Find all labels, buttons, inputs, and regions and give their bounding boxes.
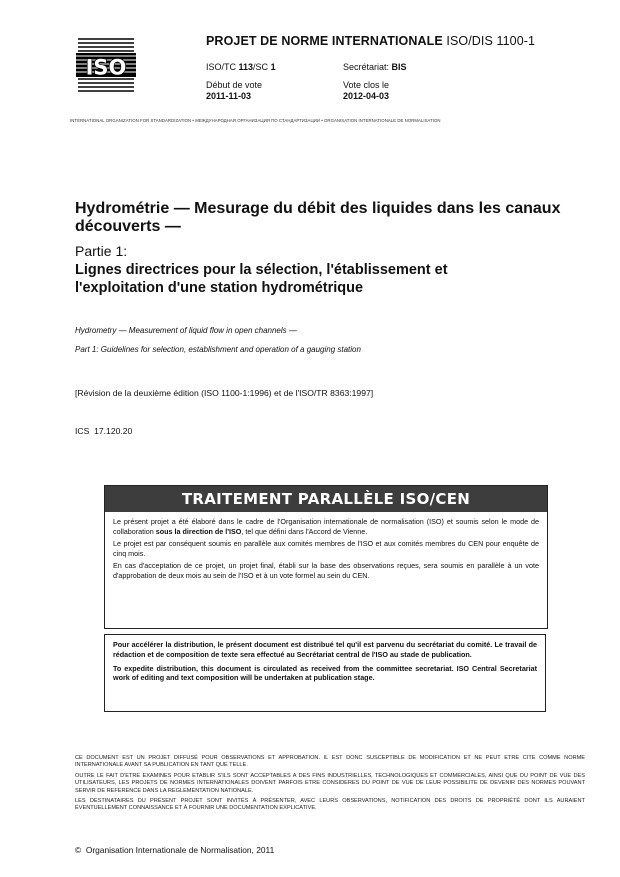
part-title-line-2: l'exploitation d'une station hydrométrique [75, 280, 364, 296]
disclaimer-paragraph-3: LES DESTINATAIRES DU PRÉSENT PROJET SONT INVITÉS À PRÉSENTER, AVEC LEURS OBSERVATIONS, NOTIFICATION DES DROITS DE PROPRIÉTÉ DONT ILS AURAIENT ÉVENTUELLEMENT CONNAISSANCE ET À FOURNIR UNE DOCUMENTATION EXPLICATIVE. [75, 798, 585, 812]
vote-end-date: 2012-04-03 [343, 91, 390, 101]
disclaimer-paragraph-2: OUTRE LE FAIT D'ETRE EXAMINES POUR ETABLIR S'ILS SONT ACCEPTABLES A DES FINS INDUSTRIELLES, TECHNOLOGIQUES ET COMMERCIALES, AINSI QUE DU POINT DE VUE DES UTILISATEURS, LES PROJETS DE NORMES INTERNATIONALES DOIVENT PARFOIS ETRE CONSIDERES DU POINT DE VUE DE LEUR POSSIBILITE DE DEVENIR DES NORMES POUVANT SERVIR DE REFERENCE DANS LA REGLEMENTATION NATIONALE. [75, 772, 585, 794]
distribution-notice-en: To expedite distribution, this document is circulated as received from the committee secretariat. ISO Central Secretariat work of editing and text composition will be undertaken at publication stage. [113, 663, 537, 683]
vote-end-label: Vote clos le [343, 80, 390, 90]
parallel-processing-box [104, 485, 548, 629]
main-title [75, 200, 595, 236]
committee-prefix: ISO/TC [206, 62, 239, 72]
part-title-line-1: Lignes directrices pour la sélection, l'établissement et [75, 262, 448, 278]
english-part-title: Part 1: Guidelines for selection, establishment and operation of a gauging station [75, 345, 361, 354]
vote-start [206, 80, 262, 102]
distribution-notice-fr: Pour accélérer la distribution, le présent document est distribué tel qu'il est parvenu du secrétariat du comité. Le travail de rédaction et de composition de texte sera effectué au Secrétariat central de l'ISO au stade de publication. [113, 640, 537, 659]
parallel-processing-body [105, 512, 547, 581]
distribution-notice-box [104, 634, 546, 712]
document-status-title [206, 34, 535, 48]
copyright-notice [75, 845, 274, 855]
secretariat-label: Secrétariat: [343, 62, 392, 72]
copyright-icon: © [75, 845, 82, 855]
document-reference: ISO/DIS 1100-1 [446, 34, 536, 48]
iso-logo-text: ISO [85, 55, 127, 80]
committee-reference [206, 62, 276, 73]
secretariat [343, 62, 407, 73]
draft-label: PROJET DE NORME INTERNATIONALE [206, 34, 443, 48]
sc-separator: /SC [253, 62, 271, 72]
iso-logo [74, 36, 138, 94]
parallel-paragraph-3: En cas d'acceptation de ce projet, un projet final, établi sur la base des observations reçues, sera soumis en parallèle à un vote d'approbation de deux mois au sein de l'ISO et à un vote formel au sein du CEN. [113, 561, 539, 580]
english-title: Hydrometry — Measurement of liquid flow in open channels — [75, 326, 297, 335]
ics-code [75, 426, 132, 436]
disclaimer-paragraph-1: CE DOCUMENT EST UN PROJET DIFFUSÉ POUR OBSERVATIONS ET APPROBATION. IL EST DONC SUSCEPTIBLE DE MODIFICATION ET NE PEUT ETRE CITE COMME NORME INTERNATIONALE AVANT SA PUBLICATION EN TANT QUE TELLE. [75, 755, 585, 769]
ics-label: ICS [75, 426, 90, 436]
parallel-processing-heading: TRAITEMENT PARALLÈLE ISO/CEN [105, 486, 547, 512]
vote-end [343, 80, 389, 102]
part-title [75, 261, 595, 297]
iso-logo-icon [74, 36, 138, 94]
parallel-paragraph-1: Le présent projet a été élaboré dans le cadre de l'Organisation internationale de normalisation (ISO) et soumis selon le mode de collaboration sous la direction de l'ISO, tel que défini dans l'Accord de Vienne. [113, 517, 539, 536]
disclaimer [75, 755, 585, 816]
organizations-line: INTERNATIONAL ORGANIZATION FOR STANDARDIZATION • МЕЖДУНАРОДНАЯ ОРГАНИЗАЦИЯ ПО СТАНДАРТИЗАЦИИ • ORGANISATION INTERNATIONALE DE NORMALISATION [70, 118, 441, 123]
vote-start-label: Début de vote [206, 80, 263, 90]
main-title-line-2: découverts — [75, 218, 181, 235]
sc-number: 1 [270, 62, 276, 72]
tc-number: 113 [238, 62, 254, 72]
revision-note: [Révision de la deuxième édition (ISO 1100-1:1996) et de l'ISO/TR 8363:1997] [75, 388, 374, 398]
ics-value: 17.120.20 [94, 426, 133, 436]
vote-start-date: 2011-11-03 [206, 91, 252, 101]
secretariat-value: BIS [391, 62, 407, 72]
main-title-line-1: Hydrométrie — Mesurage du débit des liquides dans les canaux [75, 200, 561, 217]
parallel-paragraph-2: Le projet est par conséquent soumis en parallèle aux comités membres de l'ISO et aux comités membres du CEN pour enquête de cinq mois. [113, 539, 539, 558]
part-number: Partie 1: [75, 243, 128, 259]
copyright-text: Organisation Internationale de Normalisation, 2011 [85, 845, 275, 855]
